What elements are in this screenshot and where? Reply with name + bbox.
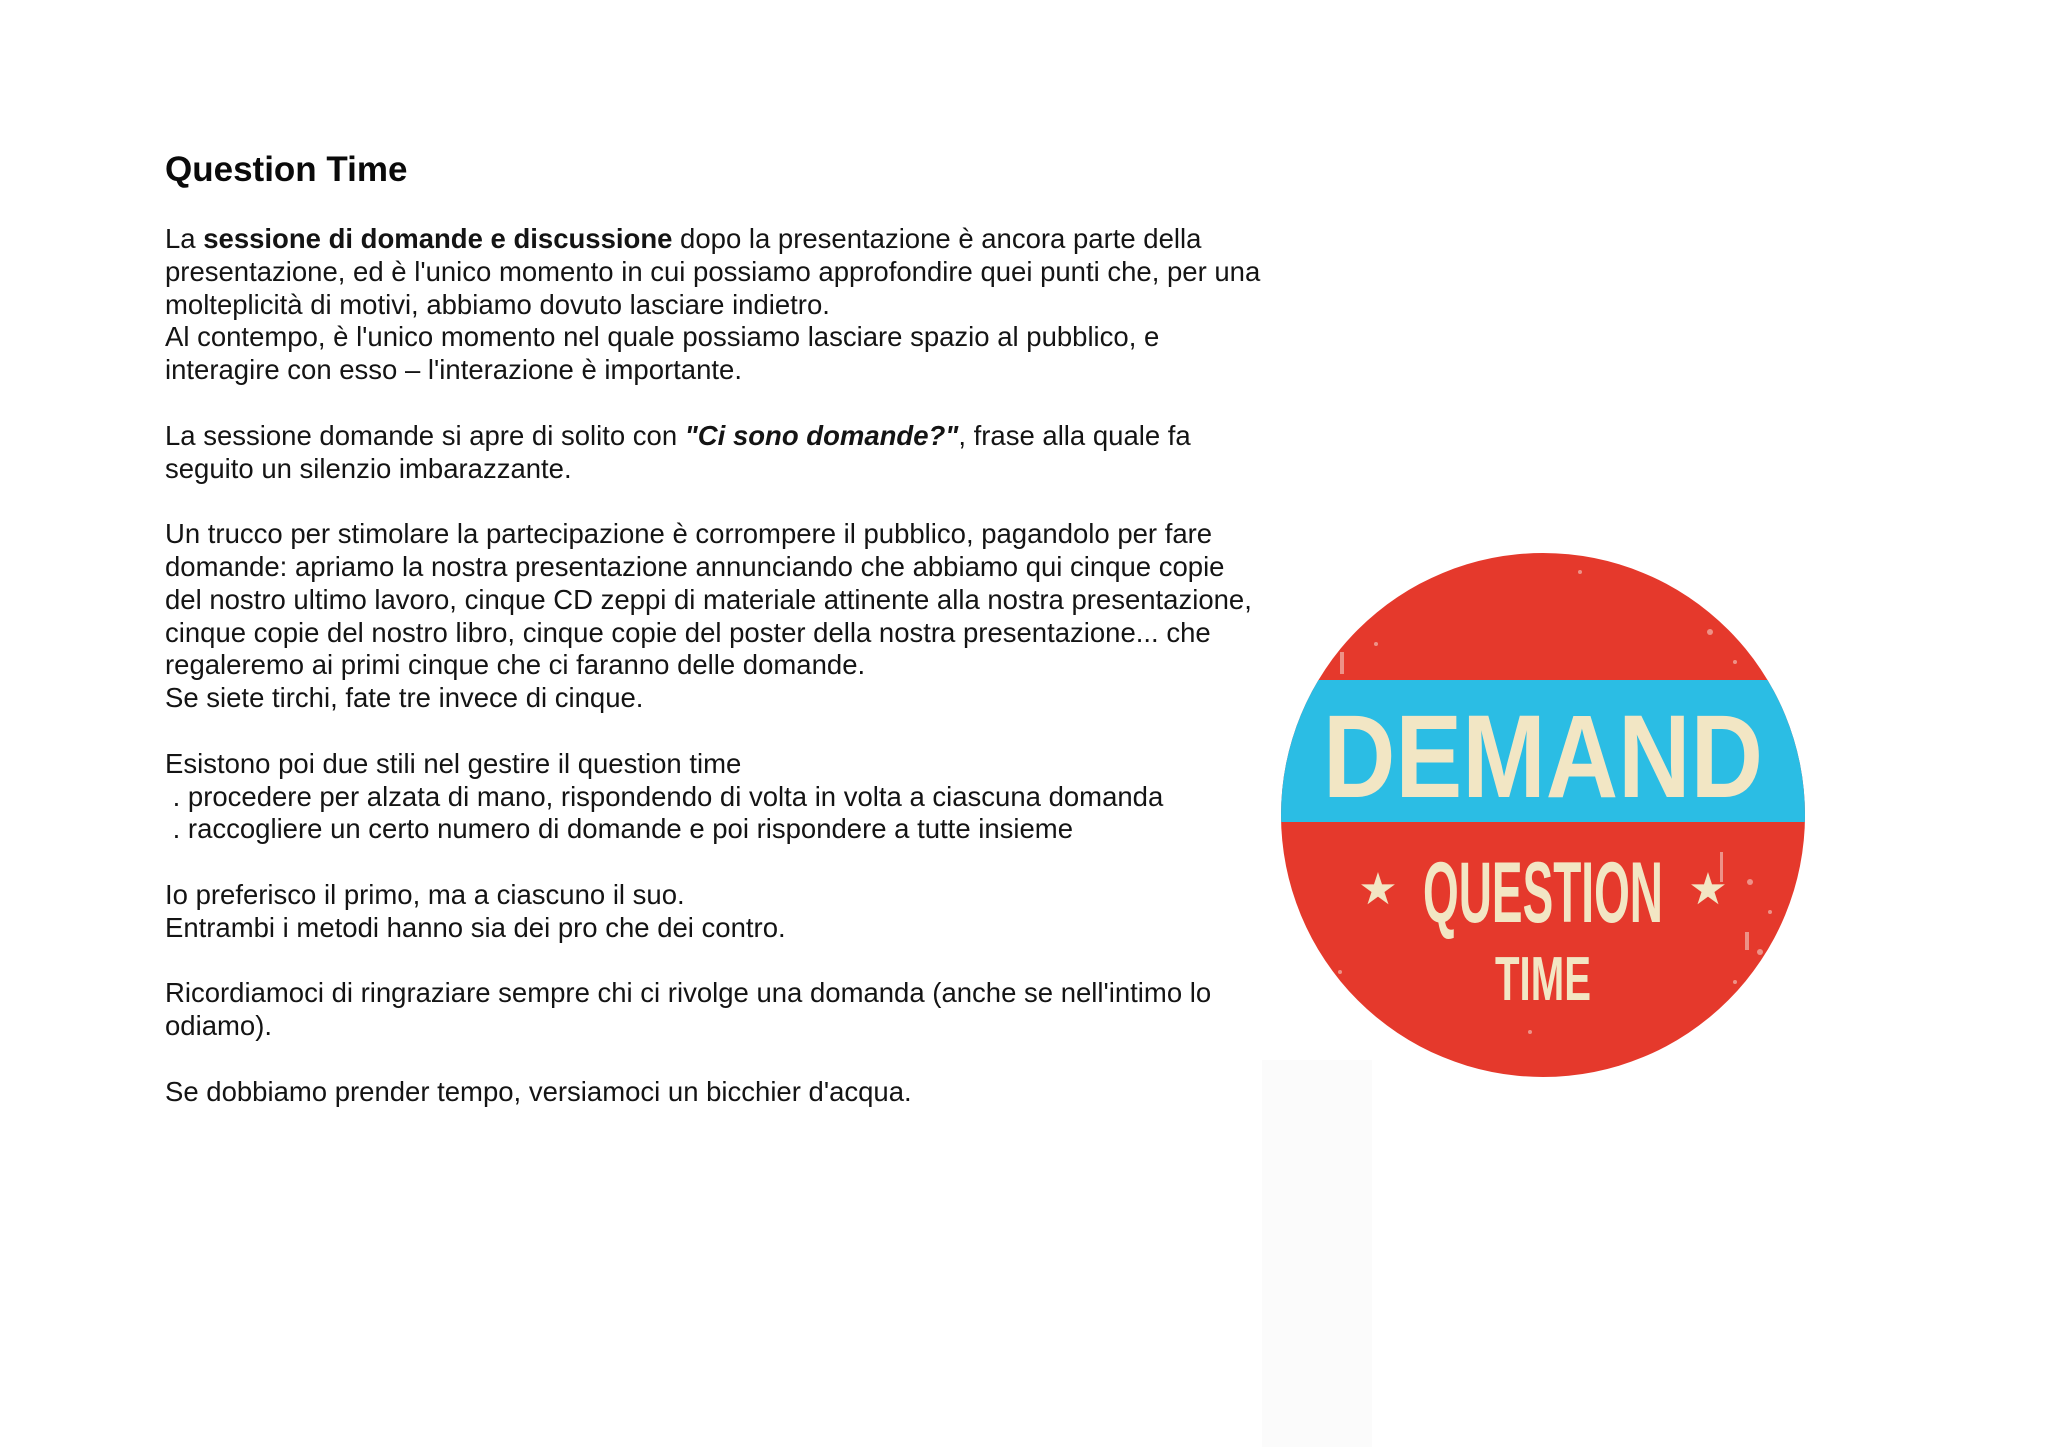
bold-phrase: sessione di domande e discussione: [203, 223, 673, 254]
text-line: cinque copie del nostro libro, cinque copie del poster della nostra presentazione... che: [165, 616, 1211, 648]
text-line: seguito un silenzio imbarazzante.: [165, 452, 572, 484]
paragraph-styles: [165, 748, 1365, 846]
paragraph-intro: La sessione di domande e discussione dopo la presentazione è ancora parte della presentazione, ed è l'unico momento in cui possiamo approfondire quei punti che, per una molteplicità di motivi, abbiamo dovuto lasciare indietro. Al contempo, è l'unico momento nel quale possiamo lasciare spazio al pubblico, e interagire con esso – l'interazione è importante.: [165, 223, 1365, 387]
text-line: Ricordiamoci di ringraziare sempre chi ci rivolge una domanda (anche se nell'intimo lo: [165, 977, 1212, 1009]
text-line: del nostro ultimo lavoro, cinque CD zeppi di materiale attinente alla nostra presentazione,: [165, 583, 1252, 615]
badge-word-time: TIME: [1495, 945, 1591, 1014]
paragraph-preference: [165, 879, 1365, 945]
text-line: presentazione, ed è l'unico momento in cui possiamo approfondire quei punti che, per una: [165, 255, 1261, 287]
paragraph-thanks: [165, 977, 1365, 1043]
text-line: interagire con esso – l'interazione è importante.: [165, 354, 742, 386]
document-body: [165, 223, 1365, 1141]
badge-word-demand: DEMAND: [1323, 691, 1763, 823]
text-line: Io preferisco il primo, ma a ciascuno il suo.: [165, 878, 685, 910]
list-item: . raccogliere un certo numero di domande e poi rispondere a tutte insieme: [165, 813, 1074, 845]
paragraph-water: [165, 1076, 1365, 1109]
star-icon: ★: [1688, 864, 1728, 915]
star-icon: ★: [1358, 864, 1398, 915]
text-line: Esistono poi due stili nel gestire il question time: [165, 747, 742, 779]
text-line: Al contempo, è l'unico momento nel quale possiamo lasciare spazio al pubblico, e: [165, 321, 1160, 353]
text-line: regaleremo ai primi cinque che ci faranno delle domande.: [165, 649, 866, 681]
list-item: . procedere per alzata di mano, rispondendo di volta in volta a ciascuna domanda: [165, 780, 1164, 812]
paragraph-opening-question: La sessione domande si apre di solito con "Ci sono domande?", frase alla quale fa seguito un silenzio imbarazzante.: [165, 420, 1365, 486]
text-line: Se siete tirchi, fate tre invece di cinque.: [165, 682, 644, 714]
text-line: molteplicità di motivi, abbiamo dovuto lasciare indietro.: [165, 288, 830, 320]
text-line: Entrambi i metodi hanno sia dei pro che dei contro.: [165, 911, 786, 943]
text-line: Se dobbiamo prender tempo, versiamoci un bicchier d'acqua.: [165, 1075, 912, 1107]
image-shadow-strip: [1262, 1060, 1372, 1447]
text-line: Un trucco per stimolare la partecipazione è corrompere il pubblico, pagandolo per fare: [165, 518, 1213, 550]
page-title: Question Time: [165, 150, 408, 189]
badge-word-question: QUESTION: [1423, 845, 1663, 941]
text-line: domande: apriamo la nostra presentazione annunciando che abbiamo qui cinque copie: [165, 550, 1225, 582]
demand-question-time-badge: [1280, 552, 1806, 1078]
paragraph-trick: [165, 518, 1365, 715]
text-line: odiamo).: [165, 1010, 272, 1042]
quoted-question: "Ci sono domande?": [684, 419, 959, 451]
